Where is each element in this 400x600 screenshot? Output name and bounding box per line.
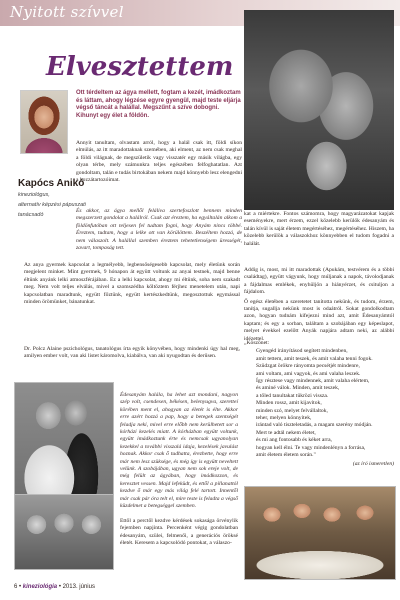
quote-opening: „Köszönet: [244,340,270,346]
italic-paragraph-2: Édesanyám halála, ha lehet azt mondani, nagyon szép volt, csendesen, békésen, belenyugva, szeretteí körében ment el, ahogyan az életét is élte. Akkor erre azért hozzá a pap, hogy a betegek szentségét feladja neki, mivel erre előbb nem kerülhetett sor a kórházi kezelés miatt. A kórházban együtt voltunk, együtt imádkoztunk érte és nemcsak ugyanolyan kezekkel a további visszalá idaja, kezelések javulást hoznak. Akkor csak ő tudhatta, érezhette, hogy erre már nem lesz szüksége, és még így is együtt neveltett velünk. A szobájában, ugyan nem sok ereje volt, de még felült az ágyában, hogy imádkozzon, és keresztet vessen. Majd lefeküdt, és ettől a pillanattól kezdve ő már egy más világ felé tartott. Innentől már csak pár óra telt el, mire teste is feladta a végső küzdelmet a betegséggel szemben. [120,392,238,510]
author-portrait [20,90,68,154]
author-role-line-2: alternatív képzési pápuszati [18,202,86,208]
author-name: Kapócs Anikó [18,178,85,189]
quote-line: amit életem életem során." [256,452,316,459]
quote-line: teher, melyen könnyítek, [256,415,312,422]
author-role-line-3: tanácsadó [18,212,44,218]
quote-line: hogyan kell élni. Te vagy mindenlényn a forrása, [256,444,366,451]
quote-signature: (az író ismeretlen) [352,460,394,467]
article-lead: Ott térdeltem az ágya mellett, fogtam a kezét, imádkoztam és láttam, ahogy légzése egyre gyengül, majd teste eljárja végső táncát a halállal. Megszűnt a szíve dobogni. Kihunyt egy élet a földön. [76,90,241,119]
quote-line: minden szó, melyet felvállaltok, [256,407,328,414]
quote-line: Minden rossz, amit kijavítok, [256,400,322,407]
section-title: Nyitott szívvel [10,3,124,21]
paragraph-4: kat a miértekre. Fontos számomra, hogy magyarázatokat kapjak eseményekre, mert érzem, ezzel közelebb kerülök édesanyám és talán kívül is saját életem megértéséhez, megértéséhez. Hiszem, ha közelebb kerülök a válaszokhoz könnyebben el tudom fogadni a halálát. [244,211,394,247]
paragraph-2: Az anya gyermek kapcsolat a legmélyebb, legbensőségesebb kapcsolat, mely életünk során megjelent minket. Mint gyermek, 9 hónapon át együtt voltunk az anyai testnek, majd benne éltünk anyánk lelki atmoszférájában. Ez a lelki kapcsolat, ahogy mi éltünk, soha nem szakadt meg. Nem volt teljes elválás, mivel a szomszédba költöztem férjhez menetelem után, napi kapcsolatban maradtunk, együtt főztünk, együtt kertészkedtünk, megosztottuk egymással minden örömünket, bánatunkat. [24,262,240,306]
right-column-block [244,267,394,343]
issue-date: 2013. június [62,584,95,590]
quote-line: ami voltam, ami vagyok, és ami valaha leszek. [256,370,361,377]
family-photo [244,10,394,210]
paragraph-6: Ettől a perctől kezdve kérdések sokasága örvénylik fejemben napjinta. Percenként végig gondolatban édesanyám, szülei, felmenői, a generációs öröksé életét. Keresem a kapcsolódó pontokat, a válaszo- [120,518,238,547]
quote-line: a tőled tanultakat tükrözi vissza. [256,392,329,399]
quote-poem [244,348,394,459]
paragraph-3: Dr. Polcz Alaine pszichológus, tanatológus írta egyik könyvében, hogy mindenki úgy hal meg, amilyen ember volt, van aki listet káromolva, kiabálva, van aki nyugodtan és derűsen. [24,346,240,360]
children-photo [14,494,114,570]
quote-line: Szüdzgat örökre rányomta pecsétjét mindenre, [256,363,360,370]
quote-line: Mert te adtál nekem életet, [256,429,316,436]
page-number: 6 [14,584,18,590]
postcard-quote [244,340,394,468]
quote-line: amit tettem, amit teszek, és amit valaha tenni fogok. [256,355,373,362]
quote-line: és mi ang fontosabb és kéket arra, [256,437,332,444]
page-footer: 6 • kineziológia • 2013. június [14,584,95,590]
paragraph-5: Addig is, most, mi itt maradottak (Apukám, testvérem és a többi családtag), együtt vágyunk, hogy múljanak a napok, távolodjanak a fájdalmas emlékek, enyhüljön a hiányérzet, és csituljon a fájdalom. [244,267,394,296]
quote-line: Így résztese vagy mindennek, amit valaha elértem, [256,378,370,385]
quote-line: és aminé válok. Minden, amit teszek, [256,385,340,392]
paragraph-1: Annyit tanultam, olvastam arról, hogy a halál csak itt, földi síkon elmúlás, az itt maradottaknak szemében, aki elment, az nem csak meghal a földi világnak, de megszületik vagy visszatér egy másik világba, egy olyan térbe, mely számunkra teljes egészében felfoghatatlan. Azt gondoltam, talán e tudás birtokában nekem majd könnyebb lesz elengedni a hozzátartozóimat. [76,140,242,184]
quote-line: Gyengéd irányításod segített mindenben, [256,348,348,355]
italic-paragraph-1: És akkor, az ágya mellől feláliva szertefoszlott bennem minden megszerzett gondolat a halálról. Csak azt éreztem, ha egyáltalán alkom a földönfutóban ott teljesen fel tudtam fogni, hogy Anyám nincs többé. Éreztem, tudtam, hogy a lelke ott van körülöttem. Beszéltem hozzá, de nem válaszolt. A halállal szemben éreztem tehetetlenségem ürességét, zavart, tompaság tett. [76,208,242,252]
article-title: Elvesztettem [46,52,234,82]
family-gathering-photo [244,486,396,580]
quote-line: irántad való tiszteletadás, a magam szerény módján. [256,422,373,429]
paragraph-5b: Ő egész életében a szeretetet tanította nekünk, és tudom, érzem, tanítja, sugallja nekünk most is odaátról. Sokat gondolkodtam azon, hogyan tudnám kifejezni mind azt, amit Édesanyámtól kaptam; és egy a sorban, találtam a szobájában egy képeslapot, melyet évekkel ezelőtt Anyák napjára adtam neki, az alábbi idézettel. [244,298,394,342]
author-role-line-1: kineziológus, [18,192,50,198]
magazine-name: kineziológia [22,584,58,590]
